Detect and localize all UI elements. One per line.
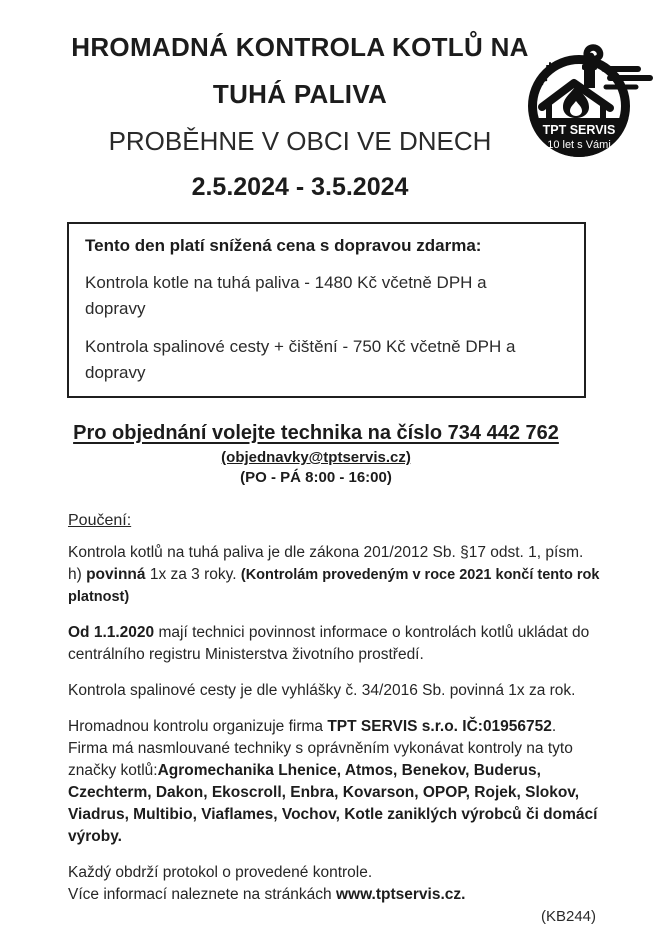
registry-date: Od 1.1.2020 — [68, 624, 155, 641]
law-expiry-note: (Kontrolám provedeným v roce 2021 končí tento rok platnost) — [68, 567, 600, 605]
paragraph-registry — [68, 622, 600, 666]
paragraph-inspection-law — [68, 542, 600, 608]
organizer-text-start: Hromadnou kontrolu organizuje firma — [68, 718, 328, 735]
logo-company-name: TPT SERVIS — [542, 123, 616, 137]
footer-code: (KB244) — [540, 908, 596, 925]
organizer-text-mid: . Firma má nasmlouvané techniky s oprávněním vykonávat kontroly na tyto značky kotlů: — [68, 718, 573, 779]
offer-heading: Tento den platí snížená cena s dopravou zdarma: — [85, 236, 482, 255]
notice-heading — [68, 510, 600, 532]
contact-phone-line: Pro objednání volejte technika na číslo 734 442 762 — [73, 422, 559, 444]
website-url: www.tptservis.cz. — [335, 886, 466, 903]
contact-section — [65, 418, 567, 488]
more-info-text: Více informací naleznete na stránkách — [68, 886, 336, 903]
more-info-line — [68, 884, 600, 906]
contact-hours-line: (PO - PÁ 8:00 - 16:00) — [240, 469, 392, 486]
paragraph-chimney-rule: Kontrola spalinové cesty je dle vyhlášky č. 34/2016 Sb. povinná 1x za rok. — [68, 682, 576, 699]
notice-section — [68, 510, 600, 906]
event-dates: 2.5.2024 - 3.5.2024 — [191, 173, 409, 201]
page-title-line1: HROMADNÁ KONTROLA KOTLŮ NA — [71, 32, 529, 62]
tpt-servis-logo — [522, 44, 654, 162]
offer-box — [67, 222, 586, 398]
law-text-start: Kontrola kotlů na tuhá paliva je dle zákona 201/2012 Sb. §17 odst. 1, písm. h) — [68, 544, 584, 583]
paragraph-protocol — [68, 862, 600, 906]
page-subtitle: PROBĚHNE V OBCI VE DNECH — [108, 126, 492, 156]
title-block — [40, 24, 560, 210]
contact-email-line: (objednavky@tptservis.cz) — [221, 449, 411, 466]
notice-heading-label: Poučení: — [68, 512, 132, 529]
organizer-company: TPT SERVIS s.r.o. IČ:01956752 — [327, 718, 552, 735]
offer-item-boiler: Kontrola kotle na tuhá paliva - 1480 Kč včetně DPH a dopravy — [85, 273, 487, 318]
law-text-mandatory: povinná — [86, 566, 146, 583]
registry-text: mají technici povinnost informace o kontrolách kotlů ukládat do centrálního registru Ministerstva životního prostředí. — [68, 624, 590, 663]
organizer-brand-list: Agromechanika Lhenice, Atmos, Benekov, Buderus, Czechterm, Dakon, Ekoscroll, Enbra, Kovarson, OPOP, Rojek, Slokov, Viadrus, Multibio, Viaflames, Vochov, Kotle zaniklých výrobců či domácí výroby. — [68, 762, 598, 845]
logo-tagline: 10 let s Vámi — [547, 139, 611, 151]
page-title-line2: TUHÁ PALIVA — [212, 79, 388, 109]
protocol-line: Každý obdrží protokol o provedené kontrole. — [68, 864, 373, 881]
paragraph-organizer — [68, 716, 600, 848]
flyer-header — [0, 24, 662, 210]
law-text-interval: 1x za 3 roky. — [145, 566, 241, 583]
offer-item-chimney: Kontrola spalinové cesty + čištění - 750 Kč včetně DPH a dopravy — [85, 337, 516, 382]
